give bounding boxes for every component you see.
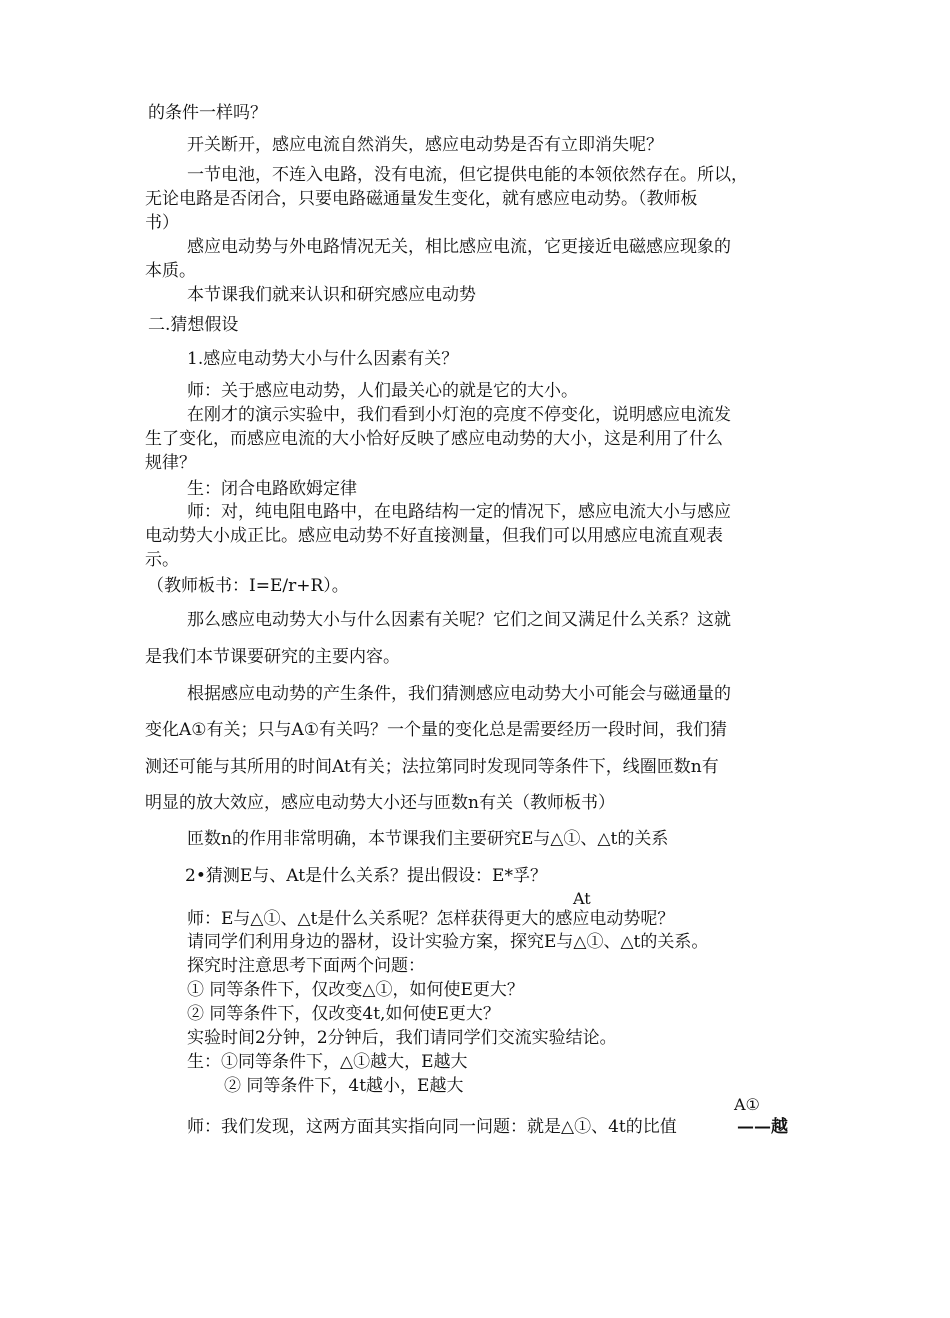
text-line: 开关断开，感应电流自然消失，感应电动势是否有立即消失呢？	[187, 135, 663, 155]
text-line: 探究时注意思考下面两个问题：	[187, 956, 425, 976]
text-line: 2•猜测E与、At是什么关系？提出假设：E*孚？	[185, 866, 547, 886]
text-line: 明显的放大效应，感应电动势大小还与匝数n有关（教师板书）	[145, 793, 615, 813]
text-line: 感应电动势与外电路情况无关，相比感应电流，它更接近电磁感应现象的	[187, 237, 731, 257]
text-line: （教师板书：I=E/r+R）。	[147, 576, 349, 596]
text-line: 一节电池，不连入电路，没有电流，但它提供电能的本领依然存在。所以，	[187, 165, 748, 185]
text-line: ② 同等条件下，4t越小，E越大	[224, 1076, 464, 1096]
text-line: 匝数n的作用非常明确，本节课我们主要研究E与△①、△t的关系	[187, 829, 669, 849]
section-heading: 二.猜想假设	[148, 315, 239, 335]
list-item: ① 同等条件下，仅改变△①，如何使E更大？	[187, 980, 524, 1000]
text-line: 测还可能与其所用的时间At有关；法拉第同时发现同等条件下，线圈匝数n有	[145, 757, 719, 777]
fraction-numerator: A①	[734, 1095, 760, 1114]
text-line: 师：E与△①、△t是什么关系呢？怎样获得更大的感应电动势呢？	[187, 909, 675, 929]
text-line: 本节课我们就来认识和研究感应电动势	[187, 285, 476, 305]
fraction-bar-text: ——越	[737, 1117, 788, 1137]
text-line: 师：关于感应电动势，人们最关心的就是它的大小。	[187, 381, 578, 401]
text-line: 无论电路是否闭合，只要电路磁通量发生变化，就有感应电动势。（教师板	[145, 189, 698, 209]
list-item: ② 同等条件下，仅改变4t,如何使E更大？	[187, 1004, 500, 1024]
text-line: 本质。	[145, 261, 196, 281]
text-line: 生：①同等条件下，△①越大，E越大	[187, 1052, 468, 1072]
text-line: 是我们本节课要研究的主要内容。	[145, 647, 400, 667]
fraction-denominator: At	[573, 889, 591, 908]
text-line: 示。	[145, 550, 179, 570]
text-line: 根据感应电动势的产生条件，我们猜测感应电动势大小可能会与磁通量的	[187, 684, 731, 704]
text-line: 实验时间2分钟，2分钟后，我们请同学们交流实验结论。	[187, 1028, 617, 1048]
text-line: 生了变化，而感应电流的大小恰好反映了感应电动势的大小，这是利用了什么	[145, 429, 723, 449]
text-line: 师：我们发现，这两方面其实指向同一问题：就是△①、4t的比值	[187, 1117, 677, 1137]
text-line: 生：闭合电路欧姆定律	[187, 479, 357, 499]
text-line: 那么感应电动势大小与什么因素有关呢？它们之间又满足什么关系？这就	[187, 610, 731, 630]
text-line: 书）	[145, 213, 179, 233]
text-line: 请同学们利用身边的器材，设计实验方案，探究E与△①、△t的关系。	[187, 932, 709, 952]
text-line: 电动势大小成正比。感应电动势不好直接测量，但我们可以用感应电流直观表	[145, 526, 723, 546]
text-line: 师：对，纯电阻电路中，在电路结构一定的情况下，感应电流大小与感应	[187, 502, 731, 522]
text-line: 的条件一样吗？	[148, 103, 267, 123]
text-line: 规律？	[145, 453, 196, 473]
text-line: 在刚才的演示实验中，我们看到小灯泡的亮度不停变化，说明感应电流发	[187, 405, 731, 425]
text-line: 变化A①有关；只与A①有关吗？一个量的变化总是需要经历一段时间，我们猜	[145, 720, 728, 740]
subsection-heading: 1.感应电动势大小与什么因素有关？	[187, 349, 459, 369]
